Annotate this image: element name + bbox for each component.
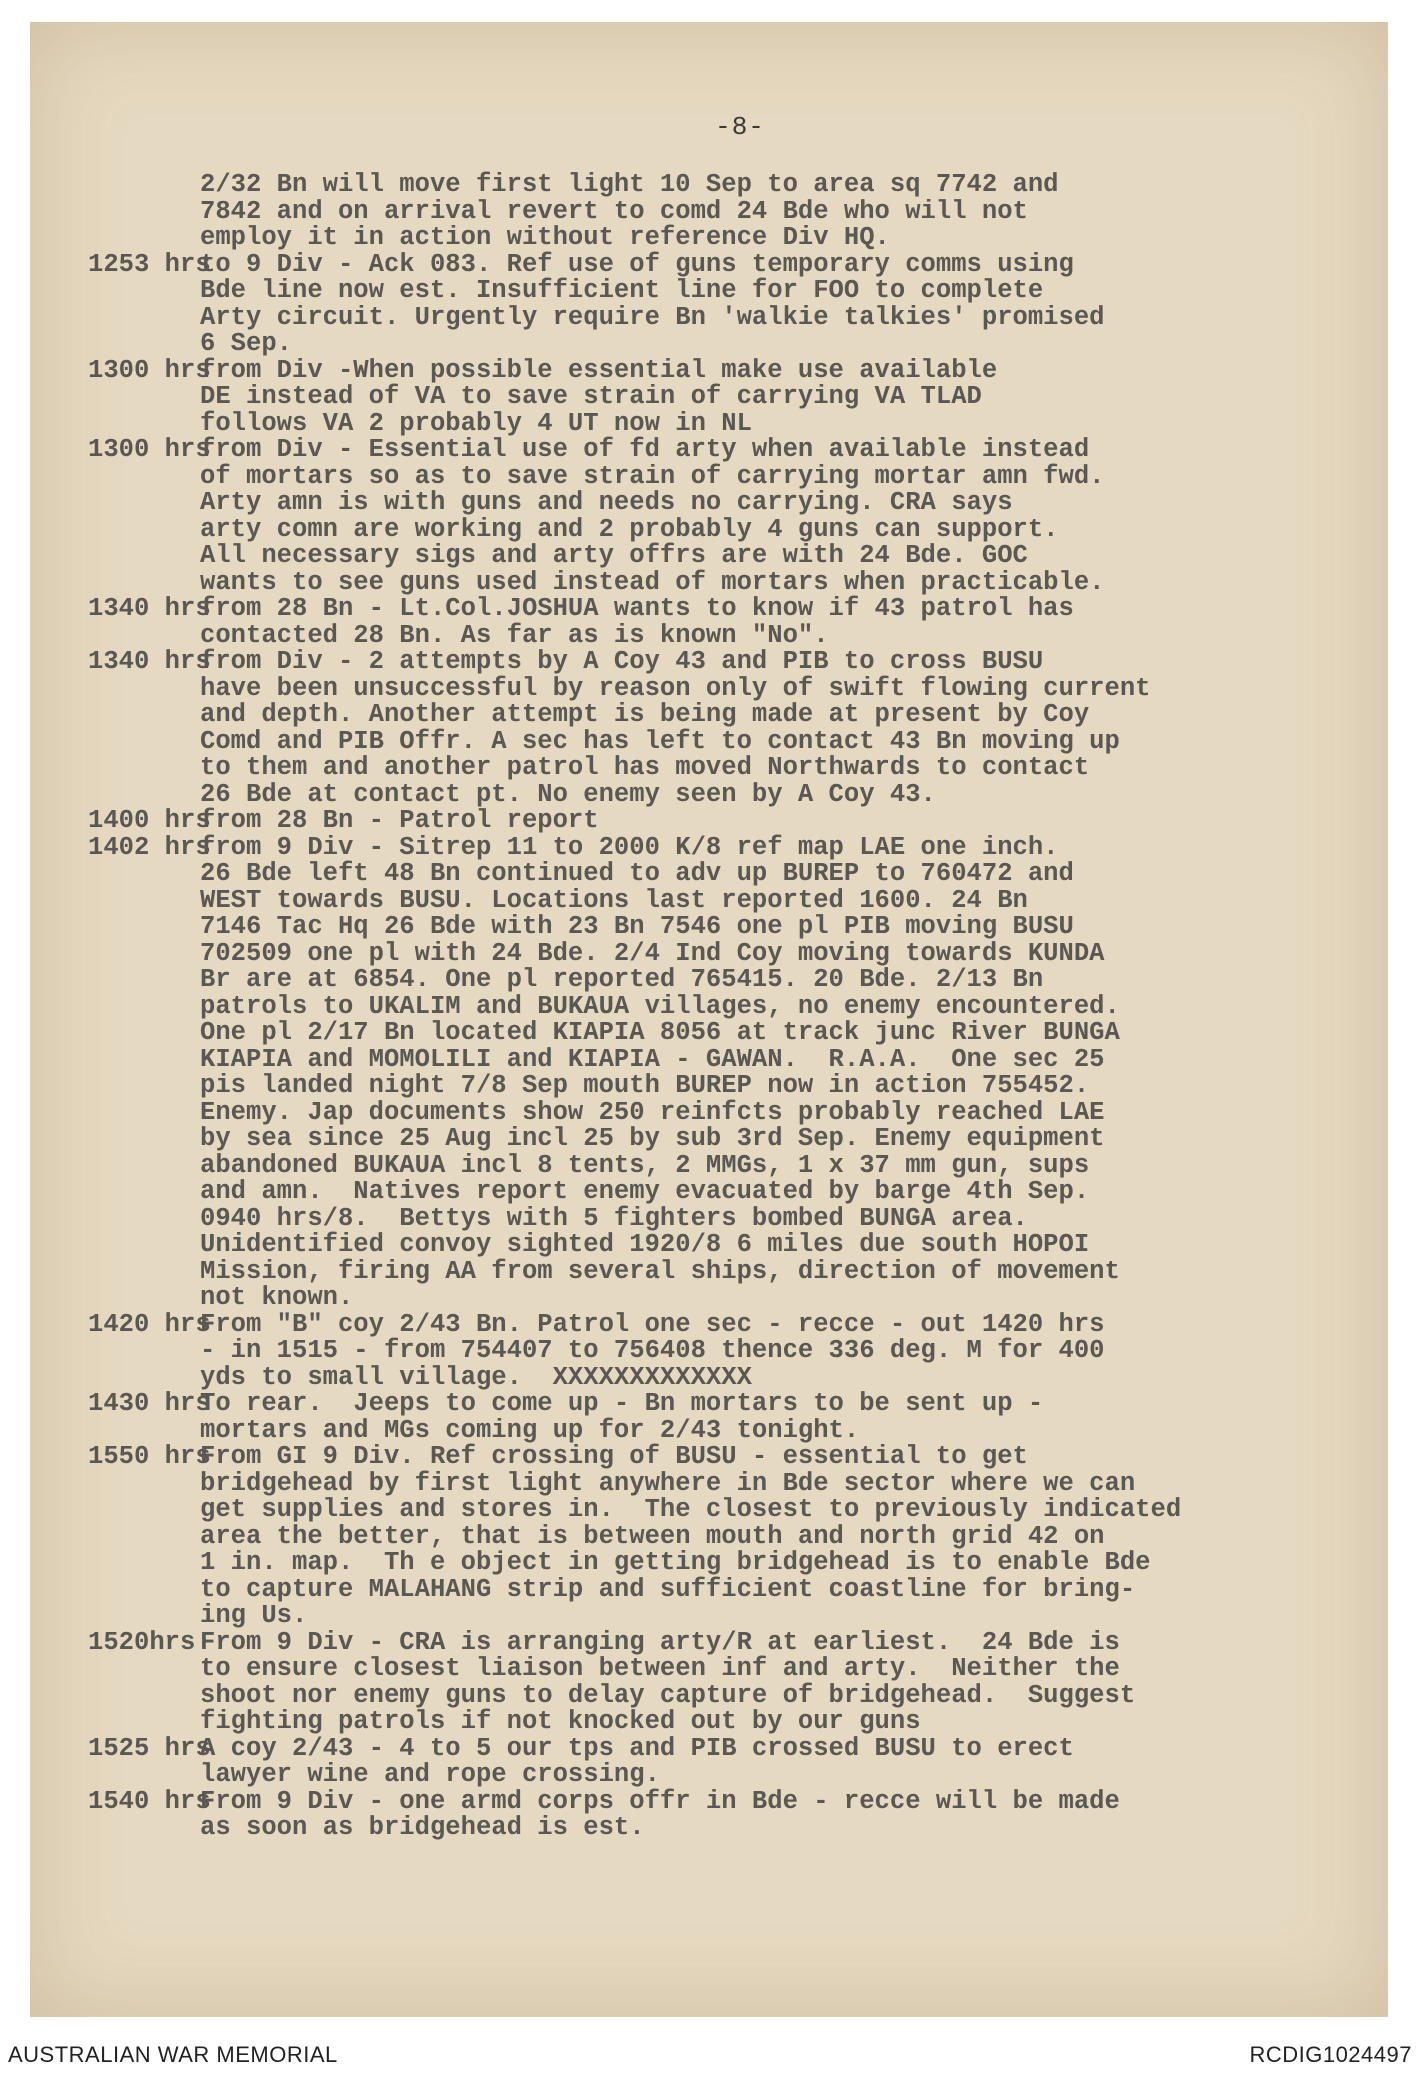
entry-line: pis landed night 7/8 Sep mouth BUREP now in action 755452. [200, 1071, 1090, 1100]
log-entry [30, 596, 1388, 649]
entry-line: as soon as bridgehead is est. [200, 1813, 645, 1842]
entry-line: From 9 Div - one armd corps offr in Bde - recce will be made [200, 1786, 1120, 1816]
log-entry [30, 649, 1388, 808]
entry-line: 26 Bde left 48 Bn continued to adv up BUREP to 760472 and [200, 859, 1074, 888]
entry-line: shoot nor enemy guns to delay capture of bridgehead. Suggest [200, 1680, 1136, 1710]
entry-line: to ensure closest liaison between inf and arty. Neither the [200, 1654, 1120, 1683]
entry-line: follows VA 2 probably 4 UT now in NL [200, 408, 752, 438]
entry-time: 1540 hrs [88, 1786, 211, 1816]
entry-time: 1525 hrs [88, 1733, 211, 1763]
entry-line: contacted 28 Bn. As far as is known "No". [200, 620, 829, 650]
entry-line: from 28 Bn - Lt.Col.JOSHUA wants to know if 43 patrol has [200, 594, 1074, 623]
entry-line: From "B" coy 2/43 Bn. Patrol one sec - recce - out 1420 hrs [200, 1309, 1105, 1339]
entry-line: 7842 and on arrival revert to comd 24 Bde who will not [200, 196, 1028, 226]
entry-line: get supplies and stores in. The closest to previously indicated [200, 1495, 1182, 1524]
entry-line: from Div - Essential use of fd arty when available instead [200, 435, 1090, 464]
entry-line: of mortars so as to save strain of carrying mortar amn fwd. [200, 461, 1105, 491]
entry-line: 702509 one pl with 24 Bde. 2/4 Ind Coy moving towards KUNDA [200, 938, 1105, 968]
log-entry [30, 1309, 1388, 1392]
entry-line: have been unsuccessful by reason only of swift flowing current [200, 673, 1151, 703]
entry-line: from Div - 2 attempts by A Coy 43 and PIB to cross BUSU [200, 647, 1044, 676]
entry-line: From GI 9 Div. Ref crossing of BUSU - essential to get [200, 1442, 1028, 1471]
entry-line: fighting patrols if not knocked out by our guns [200, 1707, 921, 1736]
entry-line: from Div -When possible essential make use available [200, 355, 998, 385]
entry-line: to capture MALAHANG strip and sufficient coastline for bring- [200, 1574, 1136, 1604]
entry-line: 2/32 Bn will move first light 10 Sep to area sq 7742 and [200, 170, 1059, 199]
document-page [30, 22, 1388, 2017]
log-entry [30, 172, 1388, 252]
entry-time: 1420 hrs [88, 1309, 211, 1339]
entry-time: 1253 hrs [88, 249, 211, 279]
log-entry [30, 437, 1388, 596]
entry-line: to 9 Div - Ack 083. Ref use of guns temporary comms using [200, 249, 1074, 279]
entry-time: 1340 hrs [88, 594, 211, 623]
entry-line: to them and another patrol has moved Northwards to contact [200, 753, 1090, 782]
log-entry [30, 249, 1388, 358]
entry-line: WEST towards BUSU. Locations last reported 1600. 24 Bn [200, 885, 1028, 915]
entry-time: 1340 hrs [88, 647, 211, 676]
log-entry [30, 1786, 1388, 1842]
log-entry [30, 1733, 1388, 1789]
log-entry [30, 355, 1388, 438]
entry-time: 1400 hrs [88, 806, 211, 835]
entry-line: from 28 Bn - Patrol report [200, 806, 599, 835]
entry-line: employ it in action without reference Div HQ. [200, 223, 890, 252]
entry-time: 1300 hrs [88, 355, 211, 385]
entry-line: abandoned BUKAUA incl 8 tents, 2 MMGs, 1 x 37 mm gun, sups [200, 1150, 1090, 1180]
log-entry [30, 1391, 1388, 1444]
entry-line: wants to see guns used instead of mortars when practicable. [200, 567, 1105, 597]
entry-line: and depth. Another attempt is being made at present by Coy [200, 700, 1090, 729]
footer-archive-name: AUSTRALIAN WAR MEMORIAL [8, 2042, 338, 2067]
entry-time: 1402 hrs [88, 832, 211, 862]
log-entry [30, 808, 1388, 835]
entry-line: area the better, that is between mouth and north grid 42 on [200, 1521, 1105, 1551]
entry-line: To rear. Jeeps to come up - Bn mortars to be sent up - [200, 1389, 1044, 1418]
entry-line: Arty circuit. Urgently require Bn 'walkie talkies' promised [200, 302, 1105, 332]
entry-line: and amn. Natives report enemy evacuated by barge 4th Sep. [200, 1177, 1090, 1206]
entry-line: Mission, firing AA from several ships, direction of movement [200, 1256, 1120, 1286]
log-entry [30, 832, 1388, 1312]
entry-line: One pl 2/17 Bn located KIAPIA 8056 at track junc River BUNGA [200, 1018, 1120, 1047]
entry-line: patrols to UKALIM and BUKAUA villages, no enemy encountered. [200, 991, 1120, 1021]
entry-line: arty comn are working and 2 probably 4 guns can support. [200, 514, 1059, 544]
entry-line: 6 Sep. [200, 329, 292, 358]
entry-line: mortars and MGs coming up for 2/43 tonight. [200, 1415, 860, 1445]
entry-line: A coy 2/43 - 4 to 5 our tps and PIB crossed BUSU to erect [200, 1733, 1074, 1763]
entry-line: Arty amn is with guns and needs no carrying. CRA says [200, 488, 1013, 517]
entry-line: - in 1515 - from 754407 to 756408 thence 336 deg. M for 400 [200, 1336, 1105, 1365]
log-entry [30, 1627, 1388, 1736]
entry-line: yds to small village. XXXXXXXXXXXXX [200, 1362, 752, 1392]
entry-line: from 9 Div - Sitrep 11 to 2000 K/8 ref map LAE one inch. [200, 832, 1059, 862]
page-number: -8- [715, 112, 765, 142]
entry-time: 1550 hrs [88, 1442, 211, 1471]
entry-time: 1300 hrs [88, 435, 211, 464]
entry-line: ing Us. [200, 1601, 308, 1630]
log-entries [30, 172, 1388, 1842]
entry-line: 7146 Tac Hq 26 Bde with 23 Bn 7546 one pl PIB moving BUSU [200, 912, 1074, 941]
entry-line: Comd and PIB Offr. A sec has left to contact 43 Bn moving up [200, 726, 1120, 756]
entry-line: 0940 hrs/8. Bettys with 5 fighters bombed BUNGA area. [200, 1203, 1028, 1233]
entry-line: lawyer wine and rope crossing. [200, 1760, 660, 1789]
entry-line: KIAPIA and MOMOLILI and KIAPIA - GAWAN. R.A.A. One sec 25 [200, 1044, 1105, 1074]
entry-time: 1430 hrs [88, 1389, 211, 1418]
entry-line: Bde line now est. Insufficient line for FOO to complete [200, 276, 1044, 305]
log-entry [30, 1444, 1388, 1630]
entry-time: 1520hrs [88, 1627, 196, 1657]
entry-line: From 9 Div - CRA is arranging arty/R at earliest. 24 Bde is [200, 1627, 1120, 1657]
footer-record-id: RCDIG1024497 [1249, 2042, 1412, 2067]
entry-line: All necessary sigs and arty offrs are with 24 Bde. GOC [200, 541, 1028, 570]
entry-line: Enemy. Jap documents show 250 reinfcts probably reached LAE [200, 1097, 1105, 1127]
entry-line: 26 Bde at contact pt. No enemy seen by A Coy 43. [200, 779, 936, 809]
entry-line: DE instead of VA to save strain of carrying VA TLAD [200, 382, 982, 411]
entry-line: not known. [200, 1283, 354, 1312]
entry-line: Br are at 6854. One pl reported 765415. 20 Bde. 2/13 Bn [200, 965, 1044, 994]
entry-line: bridgehead by first light anywhere in Bde sector where we can [200, 1468, 1136, 1498]
entry-line: Unidentified convoy sighted 1920/8 6 miles due south HOPOI [200, 1230, 1090, 1259]
entry-line: by sea since 25 Aug incl 25 by sub 3rd Sep. Enemy equipment [200, 1124, 1105, 1153]
entry-line: 1 in. map. Th e object in getting bridgehead is to enable Bde [200, 1548, 1151, 1577]
